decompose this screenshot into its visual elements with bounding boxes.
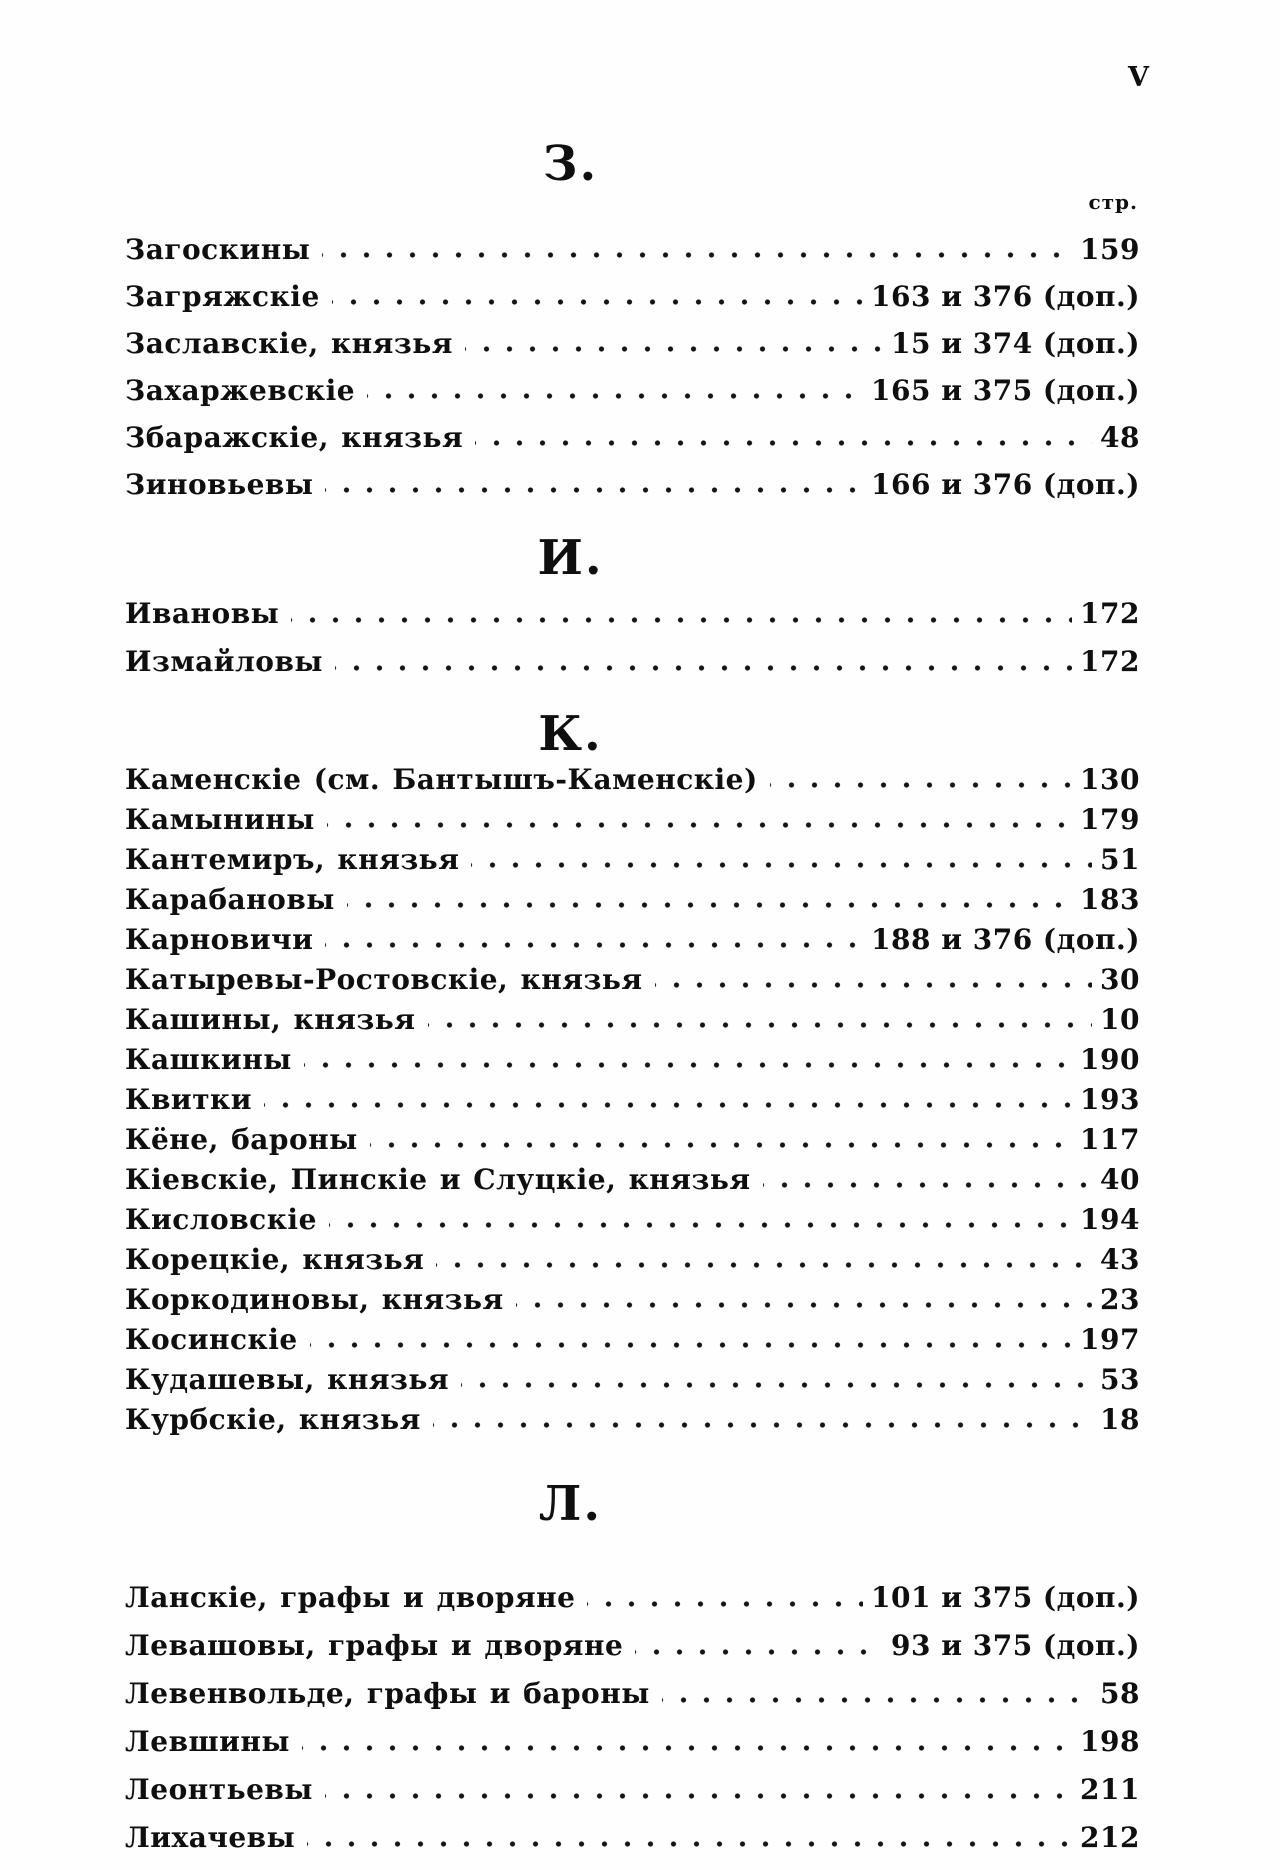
index-row [125,414,1140,461]
index-row [125,1040,1140,1080]
entry-name: Лихачевы [125,1821,296,1854]
index-row [125,840,1140,880]
dot-leader [461,1360,1092,1400]
entry-page-ref: 172 [1080,645,1140,678]
entry-page-ref: 40 [1100,1163,1140,1196]
dot-leader [322,226,1072,273]
index-row [125,461,1140,508]
dot-leader [770,760,1072,800]
index-section [125,706,1140,1440]
index-row [125,1320,1140,1360]
dot-leader [433,1400,1092,1440]
index-row [125,1160,1140,1200]
index-row [125,1574,1140,1622]
section-letter-heading: К. [538,706,603,762]
dot-leader [436,1240,1092,1280]
entry-page-ref: 193 [1080,1083,1140,1116]
index-row [125,320,1140,367]
entry-page-ref: 48 [1100,421,1140,454]
entry-page-ref: 197 [1080,1323,1140,1356]
index-row [125,960,1140,1000]
entry-page-ref: 43 [1100,1243,1140,1276]
section-letter-heading: И. [537,530,604,586]
entry-name: Корецкіе, князья [125,1243,425,1276]
entry-name: Катыревы-Ростовскіе, князья [125,963,643,996]
entry-name: Захаржевскіе [125,374,356,407]
index-row [125,800,1140,840]
dot-leader [329,1200,1072,1240]
dot-leader [291,590,1072,638]
entry-name: Левашовы, графы и дворяне [125,1629,624,1662]
entry-page-ref: 101 и 375 (доп.) [871,1581,1140,1614]
index-row [125,590,1140,638]
dot-leader [475,414,1092,461]
dot-leader [304,1040,1072,1080]
index-content [125,136,1140,1862]
dot-leader [763,1160,1092,1200]
entry-name: Зиновьевы [125,468,314,501]
dot-leader [325,1766,1072,1814]
index-row [125,1670,1140,1718]
dot-leader [516,1280,1092,1320]
entry-name: Карабановы [125,883,335,916]
entry-page-ref: 159 [1080,233,1140,266]
entry-page-ref: 211 [1080,1773,1140,1806]
entry-name: Камынины [125,803,315,836]
entry-page-ref: 194 [1080,1203,1140,1236]
entry-name: Кисловскіе [125,1203,317,1236]
dot-leader [332,273,863,320]
entry-page-ref: 30 [1100,963,1140,996]
entry-name: Кёне, бароны [125,1123,358,1156]
entry-name: Косинскіе [125,1323,298,1356]
index-row [125,1718,1140,1766]
entry-page-ref: 130 [1080,763,1140,796]
index-row [125,760,1140,800]
dot-leader [662,1670,1092,1718]
entry-name: Каменскіе (см. Бантышъ-Каменскіе) [125,763,758,796]
index-row [125,1280,1140,1320]
dot-leader [335,638,1072,686]
entry-name: Квитки [125,1083,253,1116]
index-row [125,920,1140,960]
index-row [125,1200,1140,1240]
index-section [125,1476,1140,1862]
entry-page-ref: 179 [1080,803,1140,836]
entry-name: Загоскины [125,233,311,266]
dot-leader [264,1080,1072,1120]
dot-leader [587,1574,863,1622]
index-row [125,1622,1140,1670]
entry-page-ref: 188 и 376 (доп.) [871,923,1140,956]
dot-leader [327,800,1072,840]
entry-page-ref: 10 [1100,1003,1140,1036]
dot-leader [471,840,1092,880]
dot-leader [370,1120,1072,1160]
dot-leader [307,1814,1072,1862]
dot-leader [655,960,1093,1000]
index-row [125,1814,1140,1862]
entry-page-ref: 23 [1100,1283,1140,1316]
dot-leader [465,320,883,367]
section-rows [125,1574,1140,1862]
entry-page-ref: 53 [1100,1363,1140,1396]
entry-page-ref: 198 [1080,1725,1140,1758]
entry-name: Кашины, князья [125,1003,416,1036]
entry-page-ref: 190 [1080,1043,1140,1076]
entry-name: Курбскіе, князья [125,1403,421,1436]
entry-page-ref: 18 [1100,1403,1140,1436]
entry-name: Карновичи [125,923,314,956]
section-letter-heading: З. [542,136,599,192]
index-row [125,273,1140,320]
section-letter-heading: Л. [538,1476,603,1532]
dot-leader [367,367,863,414]
entry-name: Ланскіе, графы и дворяне [125,1581,576,1614]
index-row [125,367,1140,414]
entry-name: Заславскіе, князья [125,327,453,360]
index-row [125,1766,1140,1814]
index-row [125,880,1140,920]
index-row [125,1360,1140,1400]
section-rows [125,590,1140,686]
dot-leader [325,461,863,508]
entry-page-ref: 58 [1100,1677,1140,1710]
entry-name: Кашкины [125,1043,292,1076]
entry-name: Кантемиръ, князья [125,843,460,876]
entry-page-ref: 172 [1080,597,1140,630]
entry-name: Збаражскіе, князья [125,421,464,454]
dot-leader [428,1000,1093,1040]
entry-name: Ивановы [125,597,280,630]
index-section [125,530,1140,686]
dot-leader [325,920,863,960]
index-row [125,1240,1140,1280]
entry-page-ref: 183 [1080,883,1140,916]
entry-name: Кудашевы, князья [125,1363,450,1396]
index-row [125,1000,1140,1040]
entry-page-ref: 166 и 376 (доп.) [871,468,1140,501]
entry-name: Левенвольде, графы и бароны [125,1677,650,1710]
section-rows [125,226,1140,508]
entry-page-ref: 165 и 375 (доп.) [871,374,1140,407]
entry-name: Загряжскіе [125,280,320,313]
entry-name: Измайловы [125,645,323,678]
entry-page-ref: 212 [1080,1821,1140,1854]
index-section [125,136,1140,508]
entry-page-ref: 93 и 375 (доп.) [891,1629,1140,1662]
entry-name: Кіевскіе, Пинскіе и Слуцкіе, князья [125,1163,751,1196]
index-row [125,1400,1140,1440]
index-row [125,638,1140,686]
dot-leader [302,1718,1072,1766]
page-column-header: стр. [1088,190,1138,214]
entry-name: Коркодиновы, князья [125,1283,504,1316]
entry-page-ref: 117 [1080,1123,1140,1156]
index-row [125,1080,1140,1120]
page-number: V [1128,62,1150,93]
index-row [125,226,1140,273]
dot-leader [635,1622,883,1670]
dot-leader [310,1320,1072,1360]
entry-name: Леонтьевы [125,1773,313,1806]
entry-page-ref: 15 и 374 (доп.) [891,327,1140,360]
section-rows [125,760,1140,1440]
dot-leader [347,880,1072,920]
entry-page-ref: 51 [1100,843,1140,876]
entry-page-ref: 163 и 376 (доп.) [871,280,1140,313]
entry-name: Левшины [125,1725,290,1758]
index-row [125,1120,1140,1160]
